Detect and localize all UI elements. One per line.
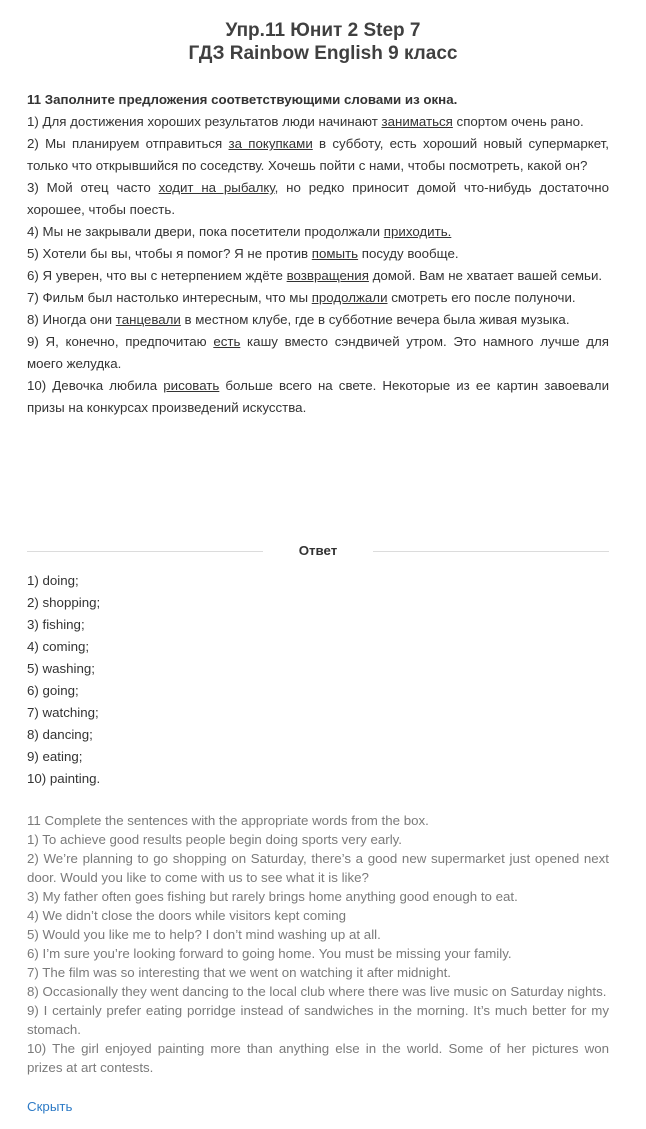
task-item-text: 10) Девочка любила [27, 378, 164, 393]
task-item-text: посуду вообще. [358, 246, 459, 261]
answer-item: 8) dancing; [27, 727, 93, 742]
task-item-underlined-word: возвращения [286, 268, 369, 283]
task-item [27, 221, 609, 243]
task-item-text: кашу вместо сэндвичей утром. Это намного лучше для моего желудка. [27, 334, 609, 371]
answer-item: 9) eating; [27, 749, 83, 764]
task-item-text: смотреть его после полуночи. [387, 290, 576, 305]
task-item [27, 133, 609, 177]
page-subtitle: ГДЗ Rainbow English 9 класс [188, 43, 458, 64]
english-item: 1) To achieve good results people begin doing sports very early. [27, 832, 403, 847]
answer-item: 4) coming; [27, 639, 90, 654]
task-item-underlined-word: приходить. [383, 224, 452, 239]
answer-divider [27, 540, 609, 562]
english-item: 9) I certainly prefer eating porridge instead of sandwiches in the morning. It’s much better for my stomach. [27, 1003, 609, 1037]
task-item-text: в местном клубе, где в субботние вечера была живая музыка. [180, 312, 570, 327]
task-item [27, 111, 609, 133]
task-item-text: в субботу, есть хороший новый супермаркет, только что открывшийся по соседству. Хочешь пойти с нами, чтобы посмотреть, какой он? [27, 136, 609, 173]
task-item-text: 3) Мой отец часто [27, 180, 159, 195]
task-item-underlined-word: заниматься [381, 114, 453, 129]
task-item-text: домой. Вам не хватает вашей семьи. [368, 268, 603, 283]
task-item [27, 309, 609, 331]
task-item [27, 331, 609, 375]
english-item: 2) We’re planning to go shopping on Saturday, there’s a good new supermarket just opened next door. Would you like to come with us to see what it is like? [27, 851, 609, 885]
task-item [27, 375, 609, 419]
answer-item: 2) shopping; [27, 595, 101, 610]
english-item: 5) Would you like me to help? I don’t mind washing up at all. [27, 927, 381, 942]
task-heading: 11 Заполните предложения соответствующими словами из окна. [27, 92, 458, 107]
task-item [27, 287, 609, 309]
english-item: 8) Occasionally they went dancing to the local club where there was live music on Saturday nights. [27, 984, 607, 999]
task-item-text: 4) Мы не закрывали двери, пока посетители продолжали [27, 224, 384, 239]
task-item-text: 6) Я уверен, что вы с нетерпением ждёте [27, 268, 287, 283]
task-item-underlined-word: ходит на рыбалку [158, 180, 275, 195]
task-item-underlined-word: помыть [311, 246, 359, 261]
page-title: Упр.11 Юнит 2 Step 7 [225, 20, 421, 41]
answer-item: 6) going; [27, 683, 79, 698]
task-item [27, 265, 609, 287]
task-item-underlined-word: рисовать [163, 378, 220, 393]
task-item-text: больше всего на свете. Некоторые из ее картин завоевали призы на конкурсах произведений искусства. [27, 378, 609, 415]
answer-item: 10) painting. [27, 771, 101, 786]
answer-label: Ответ [298, 543, 338, 558]
english-item: 7) The film was so interesting that we went on watching it after midnight. [27, 965, 451, 980]
answer-item: 7) watching; [27, 705, 99, 720]
answer-item: 3) fishing; [27, 617, 85, 632]
task-item-text: 7) Фильм был настолько интересным, что мы [27, 290, 312, 305]
task-item-text: спортом очень рано. [452, 114, 584, 129]
task-item [27, 177, 609, 221]
answer-item: 5) washing; [27, 661, 95, 676]
task-item-underlined-word: танцевали [115, 312, 181, 327]
task-item-text: 9) Я, конечно, предпочитаю [27, 334, 214, 349]
task-item-text: 5) Хотели бы вы, чтобы я помог? Я не против [27, 246, 312, 261]
task-english [27, 811, 609, 1077]
english-item: 3) My father often goes fishing but rarely brings home anything good enough to eat. [27, 889, 518, 904]
task-item-text: 1) Для достижения хороших результатов люди начинают [27, 114, 382, 129]
answer-list [27, 570, 327, 790]
task-item [27, 243, 609, 265]
answer-item: 1) doing; [27, 573, 79, 588]
hide-link[interactable]: Скрыть [27, 1099, 73, 1114]
task-item-text: 8) Иногда они [27, 312, 116, 327]
divider-line-right [373, 551, 609, 552]
task-item-text: 2) Мы планируем отправиться [27, 136, 229, 151]
task-item-underlined-word: за покупками [228, 136, 313, 151]
english-heading: 11 Complete the sentences with the appropriate words from the box. [27, 813, 429, 828]
english-item: 6) I’m sure you’re looking forward to going home. You must be missing your family. [27, 946, 512, 961]
task-item-underlined-word: продолжали [311, 290, 388, 305]
task-items [27, 111, 609, 419]
task-russian [27, 89, 609, 419]
task-item-underlined-word: есть [213, 334, 241, 349]
english-items [27, 830, 609, 1077]
task-item-text: , но редко приносит домой что-нибудь достаточно хорошее, чтобы поесть. [27, 180, 609, 217]
english-item: 10) The girl enjoyed painting more than anything else in the world. Some of her pictures won prizes at art contests. [27, 1041, 609, 1075]
divider-line-left [27, 551, 263, 552]
english-item: 4) We didn’t close the doors while visitors kept coming [27, 908, 347, 923]
